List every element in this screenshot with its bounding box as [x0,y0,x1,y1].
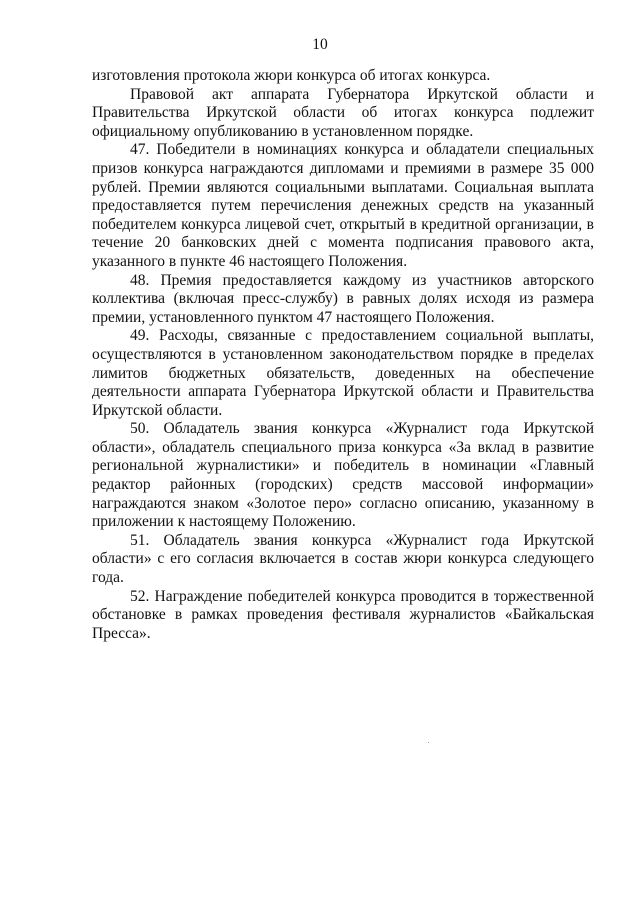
paragraph-48: 48. Премия предоставляется каждому из участников авторского коллектива (включая пресс-службу) в равных долях исходя из размера премии, установленного пунктом 47 настоящего Положения. [92,271,594,326]
page-number: 10 [312,36,328,53]
document-body [92,67,594,643]
paragraph-47: 47. Победители в номинациях конкурса и обладатели специальных призов конкурса награждаются дипломами и премиями в размере 35 000 рублей. Премии являются социальными выплатами. Социальная выплата предоставляется путем перечисления денежных средств на указанный победителем конкурса лицевой счет, открытый в кредитной организации, в течение 20 банковских дней с момента подписания правового акта, указанного в пункте 46 настоящего Положения. [92,141,594,270]
scan-speck [428,742,429,743]
paragraph-legal-act-publication: Правовой акт аппарата Губернатора Иркутской области и Правительства Иркутской области об итогах конкурса подлежит официальному опубликованию в установленном порядке. [92,85,594,140]
paragraph-continuation: изготовления протокола жюри конкурса об итогах конкурса. [92,67,491,84]
paragraph-51: 51. Обладатель звания конкурса «Журналист года Иркутской области» с его согласия включается в состав жюри конкурса следующего года. [92,531,594,587]
paragraph-49: 49. Расходы, связанные с предоставлением социальной выплаты, осуществляются в установленном законодательством порядке в пределах лимитов бюджетных обязательств, доведенных на обеспечение деятельности аппарата Губернатора Иркутской области и Правительства Иркутской области. [92,327,594,419]
paragraph-52: 52. Награждение победителей конкурса проводится в торжественной обстановке в рамках проведения фестиваля журналистов «Байкальская Пресса». [92,587,594,642]
paragraph-50: 50. Обладатель звания конкурса «Журналист года Иркутской области», обладатель специального приза конкурса «За вклад в развитие региональной журналистики» и победитель в номинации «Главный редактор районных (городских) средств массовой информации» награждаются знаком «Золотое перо» согласно описанию, указанному в приложении к настоящему Положению. [92,420,594,531]
